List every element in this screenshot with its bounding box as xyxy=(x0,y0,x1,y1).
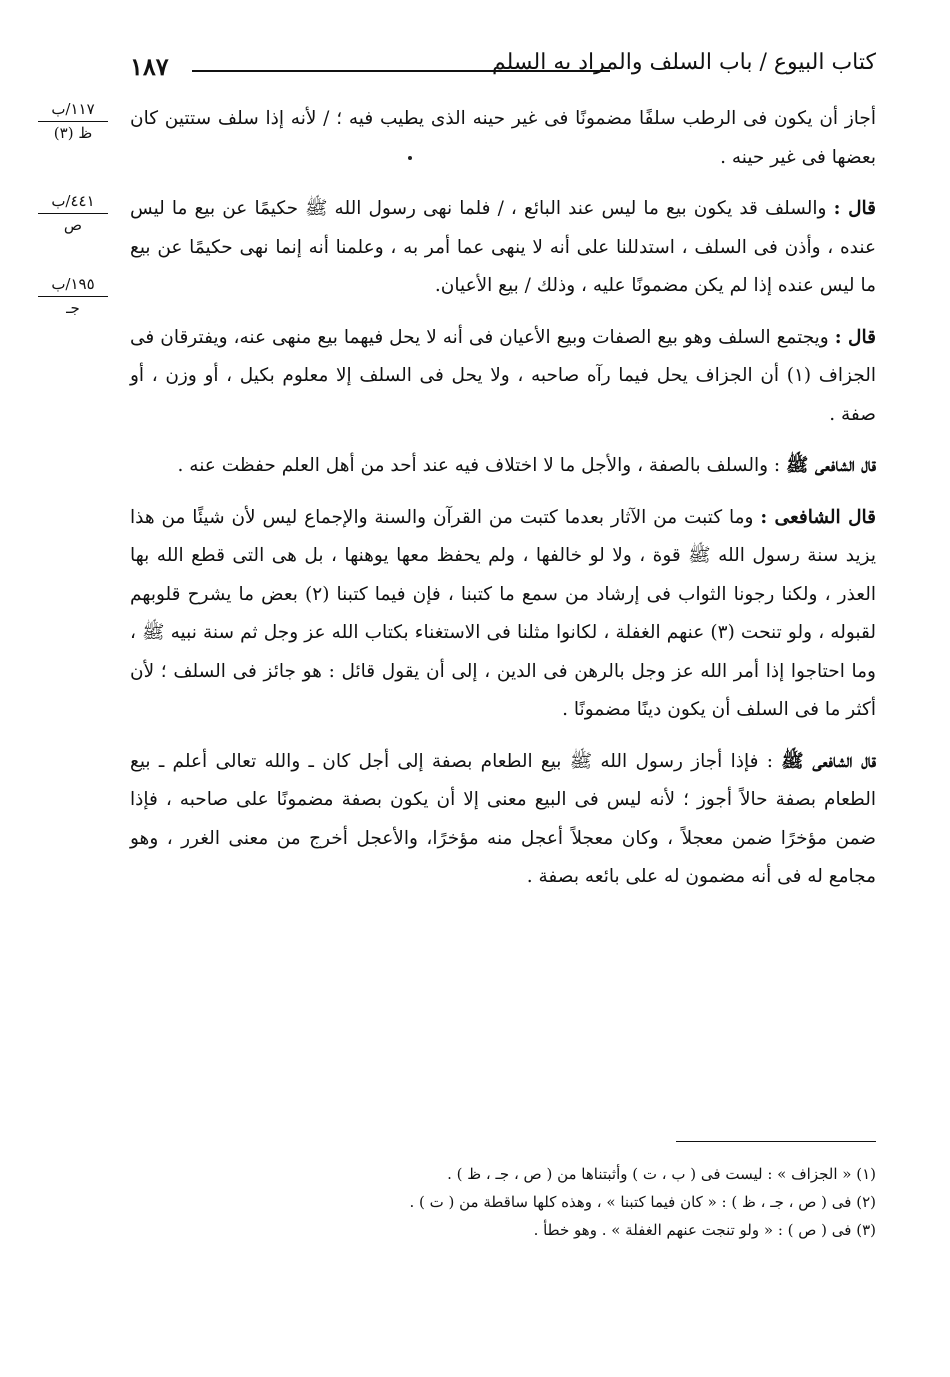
footnote: (١) « الجزاف » : ليست فى ( ب ، ت ) وأثبتناها من ( ص ، جـ ، ظ ) . xyxy=(447,1165,876,1183)
paragraph-text: : فإذا أجاز رسول الله ﷺ بيع الطعام بصفة إلى أجل كان ـ والله تعالى أعلم ـ بيع الطعام بصفة حالاً أجوز ؛ لأنه ليس فى البيع معنى إلا أن يكون بصفة مضمونًا على صاحبه ، فإذا ضمن مؤخرًا ضمن معجلاً ، وكان معجلاً أعجل منه مؤخرًا، والأعجل أخرج من معنى الغرر ، وهو مجامع له فى أنه مضمون له على بائعه بصفة . xyxy=(130,750,876,887)
page-number: ١٨٧ xyxy=(130,52,169,81)
paragraph xyxy=(130,190,876,306)
paragraph-speaker: قال : xyxy=(834,326,876,348)
running-title: كتاب البيوع / باب السلف والمراد به السلم xyxy=(491,50,876,75)
paragraph xyxy=(130,743,876,897)
footnote-rule xyxy=(676,1141,876,1142)
margin-folio-number: ٤٤١/ب xyxy=(38,192,108,214)
margin-folio-number: ١١٧/ب xyxy=(38,100,108,122)
paragraph xyxy=(130,499,876,730)
margin-manuscript-siglum: ص xyxy=(63,216,83,234)
paragraph-speaker: قال الشافعى : xyxy=(760,506,876,528)
paragraph-text: وما كتبت من الآثار بعدما كتبت من القرآن والسنة والإجماع ليس لأن شيئًا من هذا يزيد سنة رسول الله ﷺ قوة ، ولا لو خالفها ، ولم يحفظ معها يوهنها ، بل هى التى قطع الله بها العذر ، ولكنا رجونا الثواب فى إرشاد من سمع ما كتبنا ، فإن فيما كتبنا (٢) بعض ما يشرح قلوبهم لقبوله ، ولو تنحت (٣) عنهم الغفلة ، لكانوا مثلنا فى الاستغناء بكتاب الله عز وجل ثم سنة نبيه ﷺ ، وما احتاجوا إذا أمر الله عز وجل بالرهن فى الدين ، إلى أن يقول قائل : هو جائز فى السلف ؛ لأن أكثر ما فى السلف أن يكون دينًا مضمونًا . xyxy=(130,506,876,720)
main-text xyxy=(130,100,876,910)
margin-manuscript-siglum: ظ (٣) xyxy=(53,124,93,142)
paragraph xyxy=(130,100,876,177)
paragraph-text: : والسلف بالصفة ، والأجل ما لا اختلاف فيه عند أحد من أهل العلم حفظت عنه . xyxy=(177,455,787,476)
margin-note-folio-195 xyxy=(38,275,108,318)
footnotes xyxy=(130,1160,876,1244)
margin-manuscript-siglum: جـ xyxy=(66,299,80,317)
paragraph-text: أجاز أن يكون فى الرطب سلفًا مضمونًا فى غير حينه الذى يطيب فيه ؛ / لأنه إذا سلف ستتين كان بعضها فى غير حينه . xyxy=(130,108,876,168)
page-header xyxy=(130,50,876,90)
paragraph-text: والسلف قد يكون بيع ما ليس عند البائع ، / فلما نهى رسول الله ﷺ حكيمًا عن بيع ما ليس عنده ، وأذن فى السلف ، استدللنا على أنه لا ينهى عما أمر به ، وعلمنا أنه إنما نهى حكيمًا عن بيع ما ليس عنده إذا لم يكن مضمونًا عليه ، وذلك / بيع الأعيان. xyxy=(130,198,876,296)
paragraph-speaker: قال الشافعى ﷺ xyxy=(786,455,876,476)
paragraph-speaker: قال : xyxy=(833,198,877,219)
paragraph-speaker: قال الشافعى ﷺ xyxy=(781,750,876,772)
margin-folio-number: ١٩٥/ب xyxy=(38,275,108,297)
footnote: (٢) فى ( ص ، جـ ، ظ ) : « كان فيما كتبنا » ، وهذه كلها ساقطة من ( ت ) . xyxy=(409,1193,876,1211)
ink-speck xyxy=(408,156,412,160)
footnote: (٣) فى ( ص ) : « ولو تنجت عنهم الغفلة » . وهو خطأ . xyxy=(533,1221,876,1239)
margin-note-folio-117 xyxy=(38,100,108,143)
paragraph xyxy=(130,319,876,435)
paragraph xyxy=(130,447,876,486)
margin-note-folio-441 xyxy=(38,192,108,235)
paragraph-text: ويجتمع السلف وهو بيع الصفات وبيع الأعيان فى أنه لا يحل فيهما بيع منهى عنه، ويفترقان فى الجزاف (١) أن الجزاف يحل فيما رآه صاحبه ، ولا يحل فى السلف إلا معلوم بكيل ، أو وزن ، أو صفة . xyxy=(130,326,876,425)
